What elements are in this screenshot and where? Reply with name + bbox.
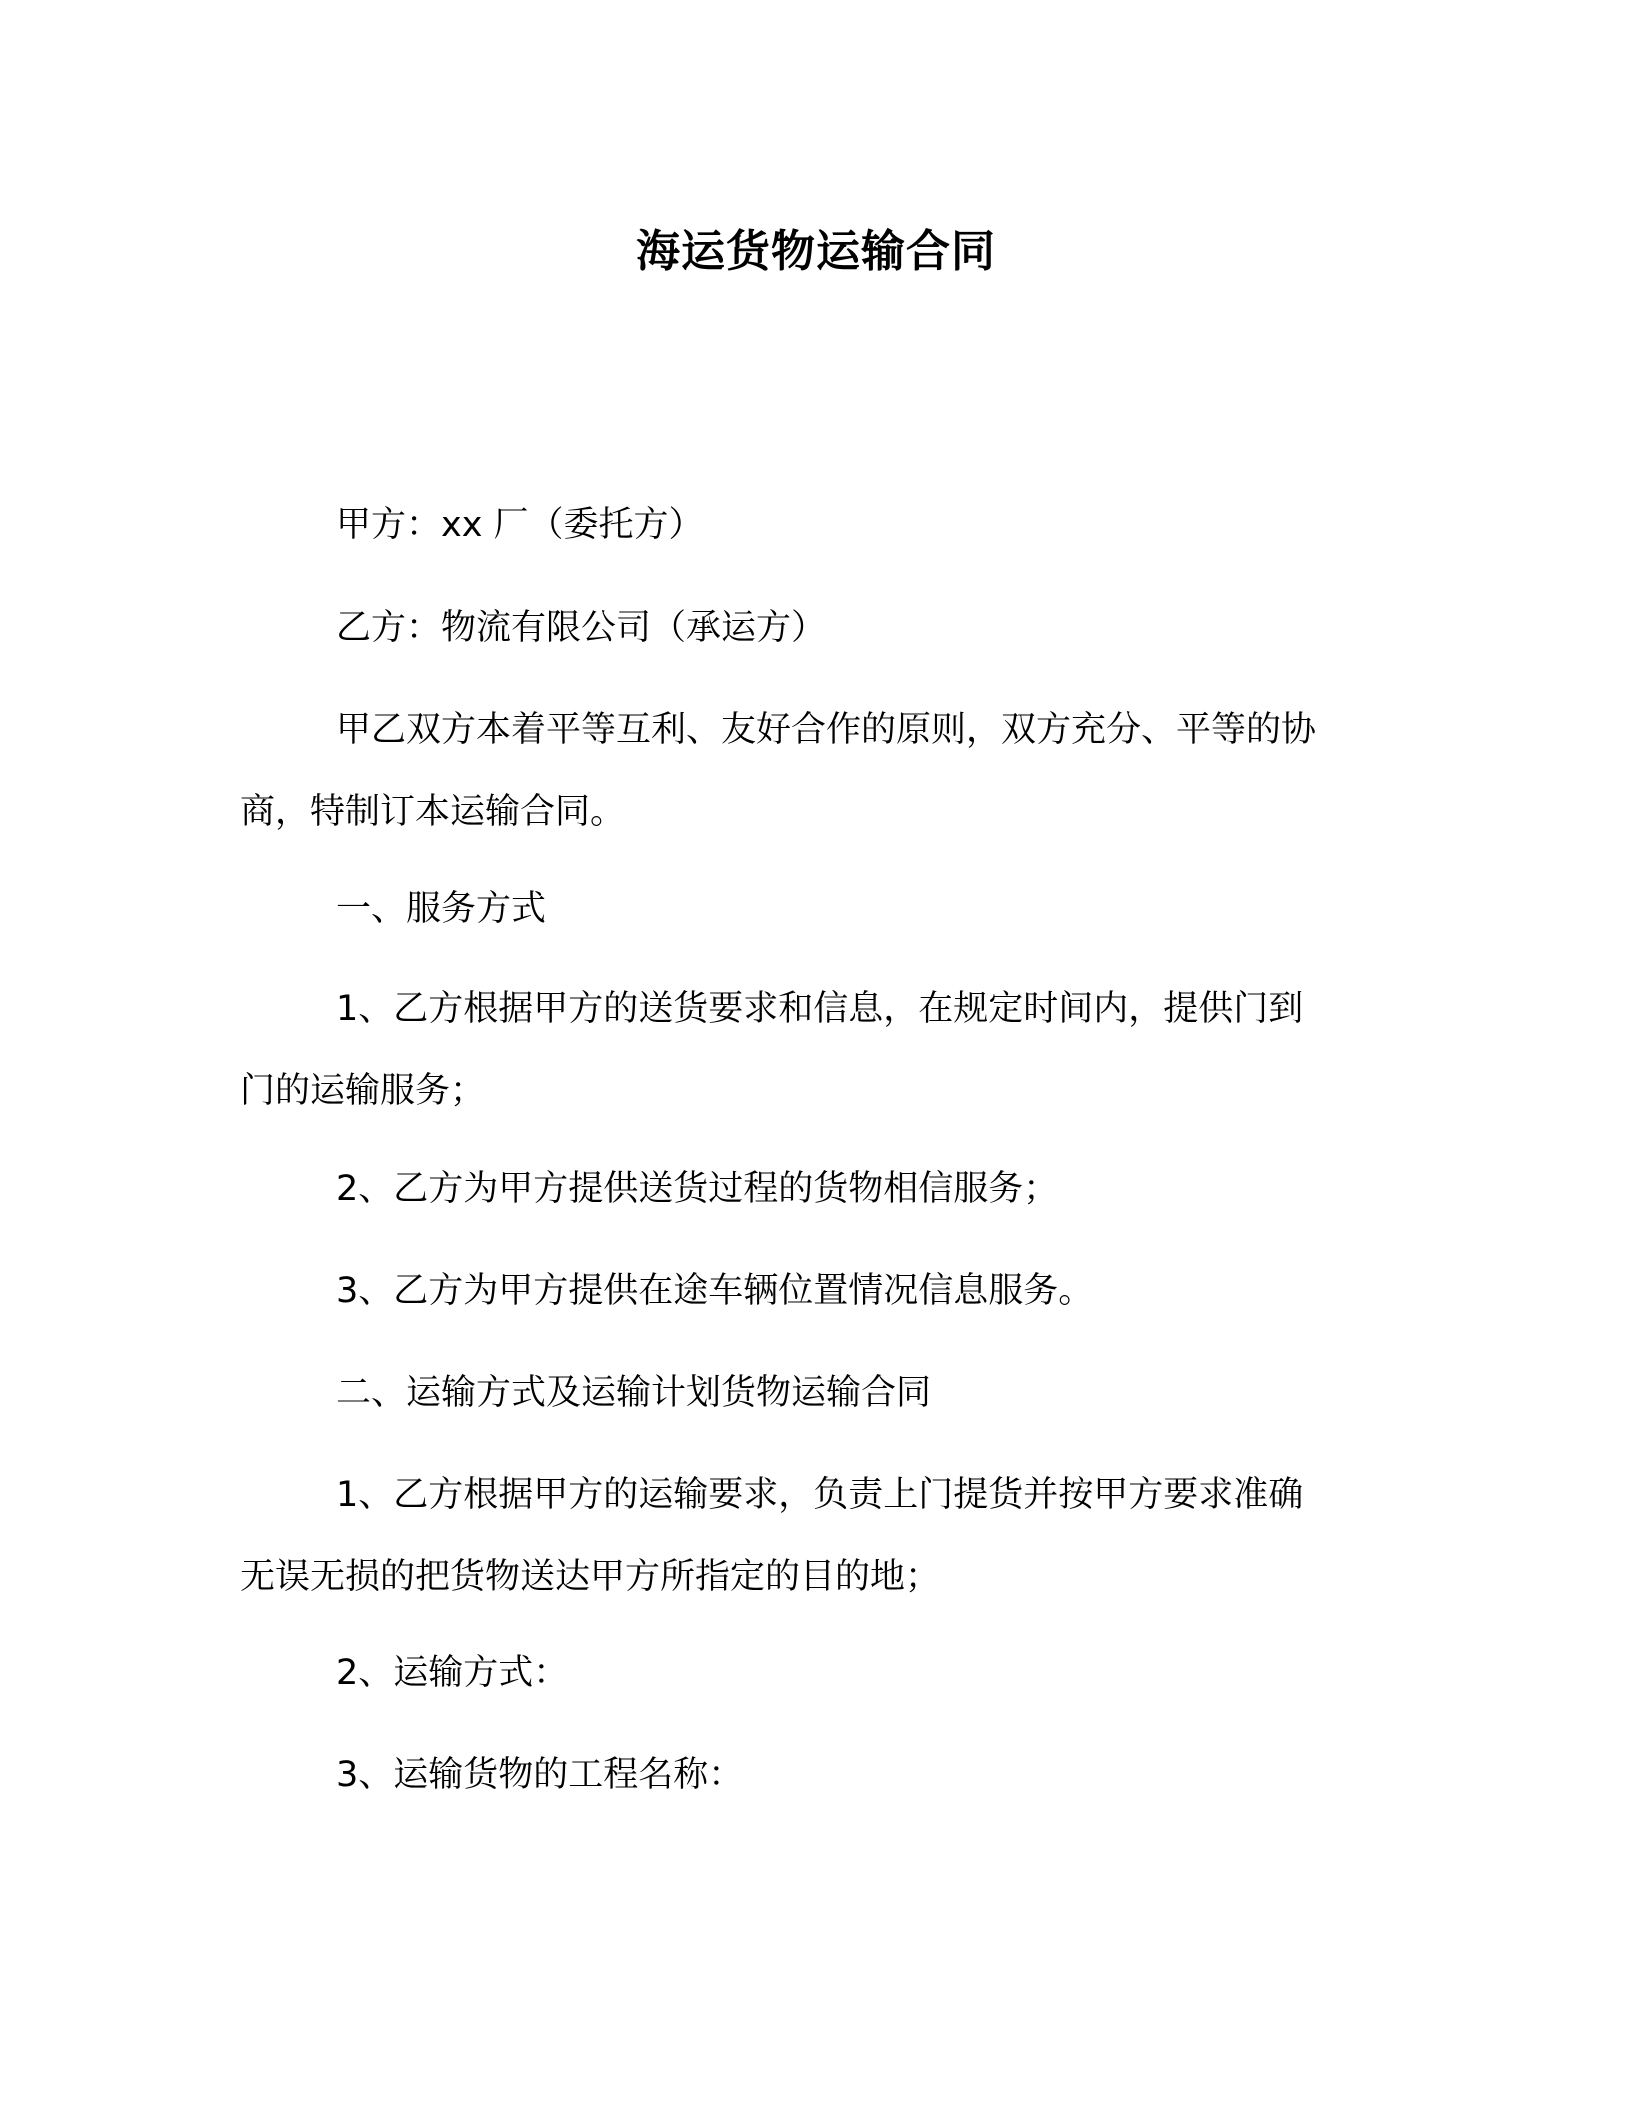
paragraph-line: 二、运输方式及运输计划货物运输合同 xyxy=(336,1373,932,1413)
clause-paragraph xyxy=(240,1632,1392,1714)
section-heading-transport xyxy=(240,1352,1392,1434)
paragraph-line: 3、运输货物的工程名称： xyxy=(336,1755,744,1795)
paragraph-line: 1、乙方根据甲方的送货要求和信息，在规定时间内，提供门到 xyxy=(336,989,1304,1029)
section-heading-service xyxy=(240,868,1392,950)
paragraph-line: 1、乙方根据甲方的运输要求，负责上门提货并按甲方要求准确 xyxy=(336,1475,1304,1515)
paragraph-line: 商，特制订本运输合同。 xyxy=(240,792,626,832)
clause-paragraph xyxy=(240,1454,1392,1618)
preamble-paragraph xyxy=(240,689,1392,853)
party-a-paragraph xyxy=(240,484,1392,566)
paragraph-line: 无误无损的把货物送达甲方所指定的目的地； xyxy=(240,1557,941,1597)
paragraph-line: 一、服务方式 xyxy=(336,889,547,929)
paragraph-line: 甲方：xx 厂（委托方） xyxy=(336,505,704,545)
clause-paragraph xyxy=(240,1250,1392,1332)
paragraph-line: 门的运输服务； xyxy=(240,1071,486,1111)
paragraph-line: 甲乙双方本着平等互利、友好合作的原则，双方充分、平等的协 xyxy=(336,710,1317,750)
document-title: 海运货物运输合同 xyxy=(636,226,996,277)
party-b-paragraph xyxy=(240,587,1392,669)
paragraph-line: 3、乙方为甲方提供在途车辆位置情况信息服务。 xyxy=(336,1271,1094,1311)
paragraph-line: 2、乙方为甲方提供送货过程的货物相信服务； xyxy=(336,1169,1059,1209)
paragraph-line: 2、运输方式： xyxy=(336,1653,569,1693)
clause-paragraph xyxy=(240,1148,1392,1230)
clause-paragraph xyxy=(240,1734,1392,1816)
paragraph-line: 乙方：物流有限公司（承运方） xyxy=(336,608,827,648)
clause-paragraph xyxy=(240,968,1392,1132)
